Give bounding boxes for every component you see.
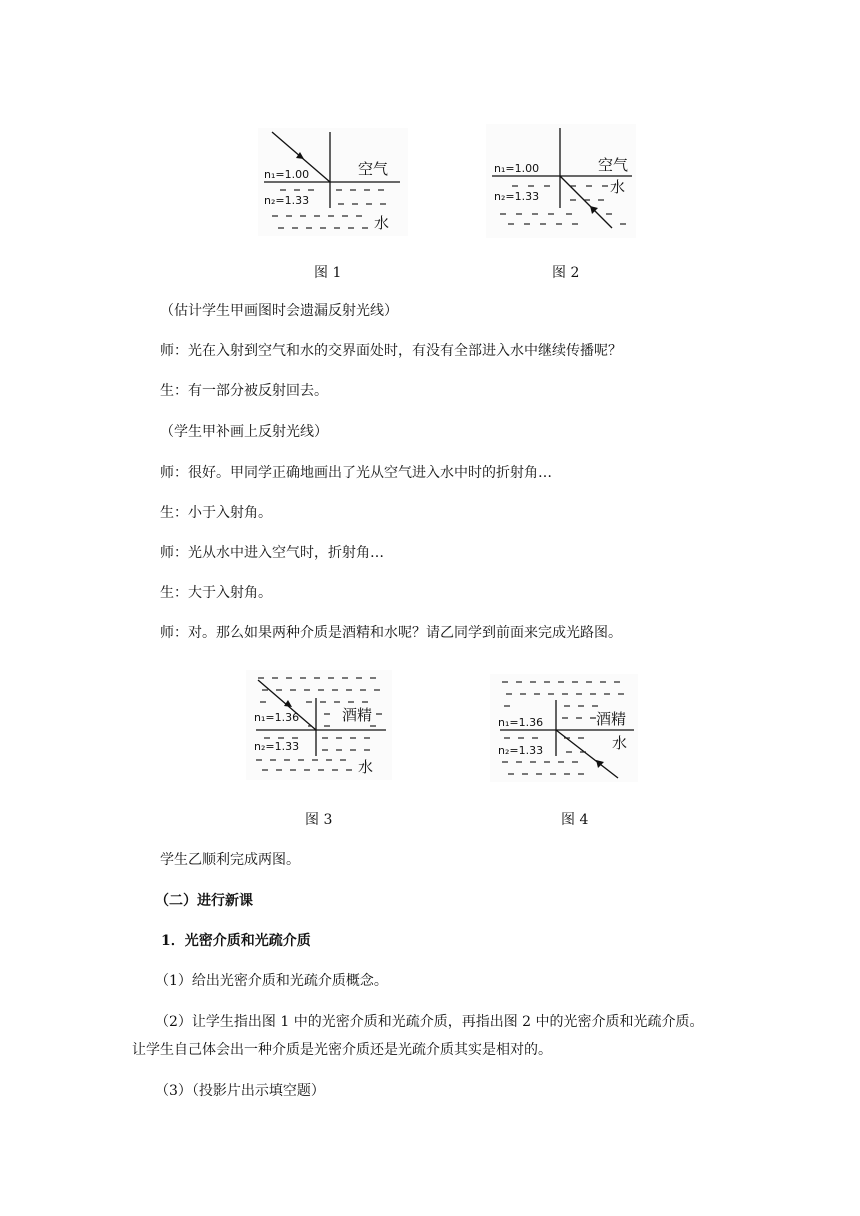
paragraph-7: 师：光从水中进入空气时，折射角… — [160, 545, 384, 561]
paragraph-11: （1）给出光密介质和光疏介质概念。 — [155, 973, 388, 989]
figure-4-n1-label: n₁=1.36 — [498, 716, 544, 729]
figure-4-caption: 图 4 — [561, 812, 589, 828]
figure-1-caption: 图 1 — [314, 265, 342, 281]
figure-1-top-medium: 空气 — [358, 160, 389, 178]
figure-3-bottom-medium: 水 — [358, 758, 374, 776]
figure-3-top-medium: 酒精 — [342, 706, 373, 724]
figure-2-bottom-medium: 水 — [610, 178, 626, 196]
figure-1-bottom-medium: 水 — [374, 214, 390, 232]
paragraph-3: 生：有一部分被反射回去。 — [160, 383, 328, 399]
figure-3-n1-label: n₁=1.36 — [254, 711, 300, 724]
figure-2-top-medium: 空气 — [598, 156, 629, 174]
figure-2-caption: 图 2 — [552, 265, 580, 281]
paragraph-1: （估计学生甲画图时会遗漏反射光线） — [160, 303, 398, 319]
paragraph-10: 学生乙顺利完成两图。 — [160, 852, 300, 868]
figure-4 — [490, 674, 638, 782]
paragraph-8: 生：大于入射角。 — [160, 585, 272, 601]
figure-3-n2-label: n₂=1.33 — [254, 740, 300, 753]
figure-3-caption: 图 3 — [305, 812, 333, 828]
figure-1 — [258, 128, 408, 236]
figure-3 — [246, 670, 392, 780]
paragraph-6: 生：小于入射角。 — [160, 505, 272, 521]
paragraph-12a: （2）让学生指出图 1 中的光密介质和光疏介质，再指出图 2 中的光密介质和光疏介质。 — [155, 1014, 704, 1030]
section-heading: （二）进行新课 — [155, 893, 253, 909]
figure-4-top-medium: 酒精 — [596, 710, 627, 728]
paragraph-9: 师：对。那么如果两种介质是酒精和水呢？请乙同学到前面来完成光路图。 — [160, 625, 622, 641]
figure-1-n1-label: n₁=1.00 — [264, 168, 310, 181]
paragraph-5: 师：很好。甲同学正确地画出了光从空气进入水中时的折射角… — [160, 465, 552, 481]
figure-2 — [486, 124, 636, 238]
paragraph-2: 师：光在入射到空气和水的交界面处时，有没有全部进入水中继续传播呢？ — [160, 343, 622, 359]
figure-2-n1-label: n₁=1.00 — [494, 162, 540, 175]
paragraph-12b: 让学生自己体会出一种介质是光密介质还是光疏介质其实是相对的。 — [132, 1042, 552, 1058]
figure-4-bottom-medium: 水 — [612, 734, 628, 752]
paragraph-4: （学生甲补画上反射光线） — [160, 424, 328, 440]
figure-1-n2-label: n₂=1.33 — [264, 194, 310, 207]
paragraph-13: （3）（投影片出示填空题） — [155, 1083, 325, 1099]
figure-4-n2-label: n₂=1.33 — [498, 744, 544, 757]
figure-2-n2-label: n₂=1.33 — [494, 190, 540, 203]
subsection-heading: 1．光密介质和光疏介质 — [161, 933, 311, 949]
